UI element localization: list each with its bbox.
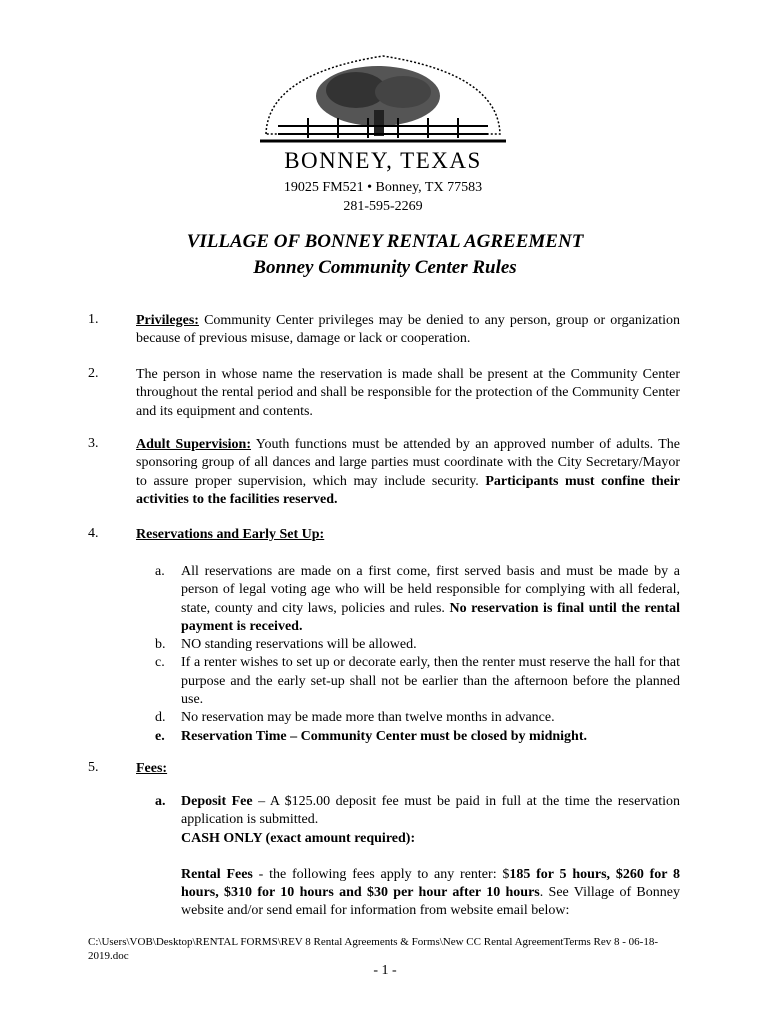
deposit-fee-heading: Deposit Fee bbox=[181, 794, 253, 809]
rule-text: The person in whose name the reservation is made shall be present at the Community Center throughout the rental period and shall be responsible for the protection of the Community Center and its equipment and contents. bbox=[136, 367, 680, 419]
document-subtitle: Bonney Community Center Rules bbox=[253, 257, 517, 278]
rule-bold-text: Participants must confine their activities to the facilities reserved. bbox=[136, 473, 680, 507]
rental-fees-text bbox=[181, 866, 680, 921]
list-item-text: If a renter wishes to set up or decorate early, then the renter must reserve the hall for that purpose and the early set-up shall not be earlier than the afternoon before the planned use. bbox=[181, 655, 680, 708]
tree-emblem-icon bbox=[238, 44, 528, 148]
logo-address: 19025 FM521 • Bonney, TX 77583 bbox=[283, 180, 483, 195]
rule-text: Community Center privileges may be denied to any person, group or organization because of previous misuse, damage or lack or cooperation. bbox=[136, 313, 680, 347]
item-number: 2. bbox=[88, 366, 99, 381]
list-item-text: NO standing reservations will be allowed. bbox=[181, 637, 417, 653]
list-item bbox=[155, 728, 680, 746]
rule-text: Youth functions must be attended by an approved number of adults. The sponsoring group of all dances and large parties must coordinate with the City Secretary/Mayor to assure proper supervision, which may include security. bbox=[136, 437, 680, 489]
list-item bbox=[155, 654, 680, 709]
list-item-label: d. bbox=[155, 710, 166, 726]
list-item-label: a. bbox=[155, 794, 166, 809]
fees-subitems bbox=[155, 793, 680, 921]
list-item bbox=[155, 563, 680, 636]
rule-reservations-heading bbox=[136, 526, 680, 544]
reservation-subitems bbox=[155, 563, 680, 746]
list-item bbox=[155, 636, 680, 654]
list-item-label: c. bbox=[155, 655, 165, 671]
rental-fees-heading: Rental Fees bbox=[181, 866, 253, 882]
item-number: 3. bbox=[88, 436, 99, 451]
rule-responsible-person bbox=[136, 366, 680, 421]
list-item bbox=[155, 793, 680, 848]
logo-phone: 281-595-2269 bbox=[343, 199, 423, 214]
list-item-label: e. bbox=[155, 728, 165, 744]
rule-heading: Adult Supervision: bbox=[136, 437, 252, 452]
item-number: 4. bbox=[88, 526, 99, 541]
list-item-plain: All reservations are made on a first come, first served basis and must be made by a person of legal voting age who will be held responsible for complying with all federal, state, county and city laws, policies and rules. bbox=[181, 564, 680, 616]
document-title: VILLAGE OF BONNEY RENTAL AGREEMENT bbox=[186, 231, 584, 252]
rule-heading: Fees: bbox=[136, 761, 168, 776]
rental-fees-tail: . See Village of Bonney website and/or send email for information from website email below: bbox=[181, 885, 680, 919]
file-path-footer: C:\Users\VOB\Desktop\RENTAL FORMS\REV 8 Rental Agreements & Forms\New CC Rental AgreementTerms Rev 8 - 06-18-2019.doc bbox=[88, 936, 658, 962]
item-number: 1. bbox=[88, 312, 99, 327]
rental-rates: 185 for 5 hours, $260 for 8 hours, $310 for 10 hours and $30 per hour after 10 hours bbox=[181, 866, 681, 901]
list-item-text: No reservation may be made more than twelve months in advance. bbox=[181, 710, 555, 726]
deposit-fee-body: – A $125.00 deposit fee must be paid in full at the time the reservation application is submitted. bbox=[181, 794, 680, 828]
list-item bbox=[155, 866, 680, 921]
logo-city-name: BONNEY, TEXAS bbox=[284, 148, 482, 173]
list-item-label: a. bbox=[155, 564, 165, 579]
rental-fees-body: - the following fees apply to any renter: $ bbox=[252, 866, 510, 882]
cash-only-note: CASH ONLY (exact amount required): bbox=[181, 830, 416, 846]
list-item bbox=[155, 709, 680, 727]
deposit-fee-text bbox=[181, 793, 680, 848]
page-number: - 1 - bbox=[373, 963, 397, 978]
list-item-text bbox=[181, 563, 680, 636]
list-item-text: Reservation Time – Community Center must be closed by midnight. bbox=[181, 728, 587, 744]
item-number: 5. bbox=[88, 760, 99, 775]
list-item-indent bbox=[155, 866, 181, 921]
rule-fees-heading bbox=[136, 760, 680, 778]
rule-heading: Privileges: bbox=[136, 313, 199, 328]
village-logo bbox=[238, 44, 528, 224]
rule-adult-supervision bbox=[136, 436, 680, 509]
rule-privileges bbox=[136, 312, 680, 349]
rule-heading: Reservations and Early Set Up: bbox=[136, 527, 325, 542]
list-item-bold: No reservation is final until the rental payment is received. bbox=[181, 600, 680, 634]
list-item-label: b. bbox=[155, 637, 166, 653]
